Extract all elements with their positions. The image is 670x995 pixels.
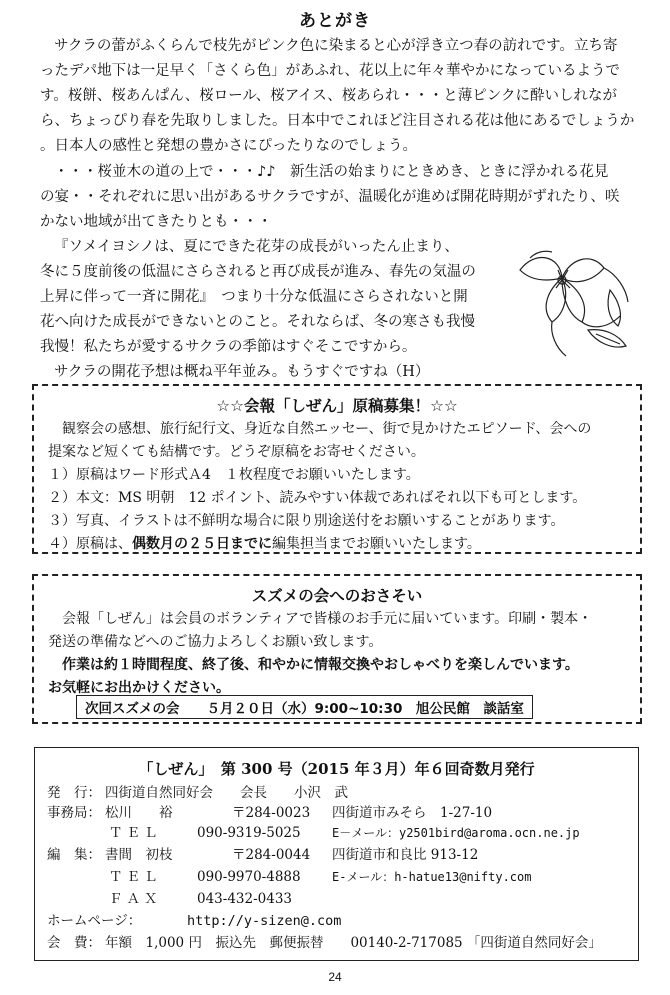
suzume-body: [48, 608, 592, 700]
text-line: 提案など短くても結構です。どうぞ原稿をお寄せください。: [48, 444, 425, 460]
editor-address: 四街道市和良比 913-12: [332, 847, 479, 863]
suzume-box: [32, 574, 642, 724]
text-line: 上昇に伴って一斉に開花』 つまり十分な低温にさらされないと開: [40, 289, 468, 305]
afterword-paragraph-3: [40, 235, 510, 385]
text-line: 『ソメイヨシノは、夏にできた花芽の成長がいったん止まり、: [54, 239, 459, 255]
recruitment-body: [48, 418, 591, 556]
office-address: 四街道市みそら 1-27-10: [332, 805, 493, 821]
editor-label: 編 集：: [47, 847, 101, 863]
flower-illustration: [500, 230, 640, 370]
colophon-header: 「しぜん」 第 300 号（2015 年３月）年６回奇数月発行: [138, 760, 535, 778]
fee-label: 会 費：: [47, 935, 101, 951]
office-zip: 〒284-0023: [232, 805, 311, 821]
editor-tel: 090-9970-4888: [197, 869, 301, 885]
text-line: ・・・桜並木の道の上で・・・♪♪ 新生活の始まりにときめき、ときに浮かれる花見: [54, 164, 609, 180]
text-line: ったデパ地下は一足早く「さくら色」があふれ、花以上に年々華やかになっているようで: [40, 63, 620, 79]
item4-prefix: ４）原稿は、: [48, 536, 132, 552]
editor-zip: 〒284-0044: [232, 847, 311, 863]
text-line: かない地域が出てきたりとも・・・: [40, 214, 272, 230]
text-line: 会報「しぜん」は会員のボランティアで皆様のお手元に届いています。印刷・製本・: [62, 611, 593, 627]
colophon-body: [47, 782, 637, 957]
next-meeting-note: 次回スズメの会 ５月２０日（水）9:00~10:30 旭公民館 談話室: [76, 695, 533, 719]
text-line: す。桜餅、桜あんぱん、桜ロール、桜アイス、桜あられ・・・と薄ピンクに酔いしれなが: [40, 88, 617, 104]
office-tel: 090-9319-5025: [197, 825, 301, 841]
publisher-label: 発 行：: [47, 785, 101, 801]
office-label: 事務局：: [47, 805, 101, 821]
text-line: 観察会の感想、旅行紀行文、身近な自然エッセー、街で見かけたエピソード、会への: [62, 421, 592, 437]
tel-label: ＴＥＬ: [109, 869, 162, 885]
homepage-link[interactable]: http://y-sizen@.com: [187, 913, 342, 929]
afterword-paragraph-1: [40, 34, 635, 159]
deadline-text: 偶数月の２５日までに: [132, 536, 272, 552]
recruitment-item: [48, 533, 591, 556]
recruitment-item: １）原稿はワード形式Ａ4 １枚程度でお願いいたします。: [48, 467, 420, 483]
text-line: サクラの開花予想は概ね平年並み。もうすぐですね（H）: [54, 364, 430, 380]
tel-label: ＴＥＬ: [109, 825, 162, 841]
text-line: 我慢！私たちが愛するサクラの季節はすぐそこですから。: [40, 339, 417, 355]
office-email: E－メール：y2501bird@aroma.ocn.ne.jp: [332, 826, 580, 840]
suzume-title: スズメの会へのおさそい: [251, 587, 423, 605]
recruitment-item: ３）写真、イラストは不鮮明な場合に限り別途送付をお願いすることがあります。: [48, 513, 565, 529]
text-line: お気軽にお出かけください。: [48, 680, 230, 696]
page-number: 24: [328, 970, 342, 984]
text-line: 花へ向けた成長ができないとのこと。それならば、冬の寒さも我慢: [40, 314, 475, 330]
fee-value: 年額 1,000 円 振込先 郵便振替 00140-2-717085 「四街道自然同好会」: [105, 935, 602, 951]
homepage-label: ホームページ：: [47, 913, 142, 929]
fax-label: ＦＡＸ: [109, 891, 162, 907]
afterword-paragraph-2: [40, 160, 635, 235]
text-line: 。日本人の感性と発想の豊かさにぴったりなのでしょう。: [40, 138, 417, 154]
recruitment-box: [32, 384, 642, 554]
colophon-box: [34, 747, 639, 961]
office-name: 松川 裕: [105, 805, 173, 821]
text-line: ら、ちょっぴり春を先取りしました。日本中でこれほど注目される花は他にあるでしょうか: [40, 113, 635, 129]
text-line: サクラの蕾がふくらんで枝先がピンク色に染まると心が浮き立つ春の訪れです。立ち寄: [54, 38, 618, 54]
editor-fax: 043-432-0433: [197, 891, 293, 907]
afterword-title: あとがき: [299, 11, 371, 31]
publisher-value: 四街道自然同好会 会長 小沢 武: [105, 785, 348, 801]
text-line: 冬に５度前後の低温にさらされると再び成長が進み、春先の気温の: [40, 264, 476, 280]
text-line: 発送の準備などへのご協力よろしくお願い致します。: [48, 634, 383, 650]
editor-email: E-メール：h-hatue13@nifty.com: [332, 870, 532, 884]
text-line: の宴・・それぞれに思い出があるサクラですが、温暖化が進めば開花時期がずれたり、咲: [40, 189, 620, 205]
item4-suffix: 編集担当までお願いいたします。: [272, 536, 481, 552]
text-line: 作業は約１時間程度、終了後、和やかに情報交換やおしゃべりを楽しんでいます。: [62, 657, 579, 673]
recruitment-title: ☆☆会報「しぜん」原稿募集！☆☆: [216, 397, 458, 415]
editor-name: 書間 初枝: [105, 847, 173, 863]
recruitment-item: ２）本文：MS 明朝 12 ポイント、読みやすい体裁であればそれ以下も可とします。: [48, 490, 587, 506]
